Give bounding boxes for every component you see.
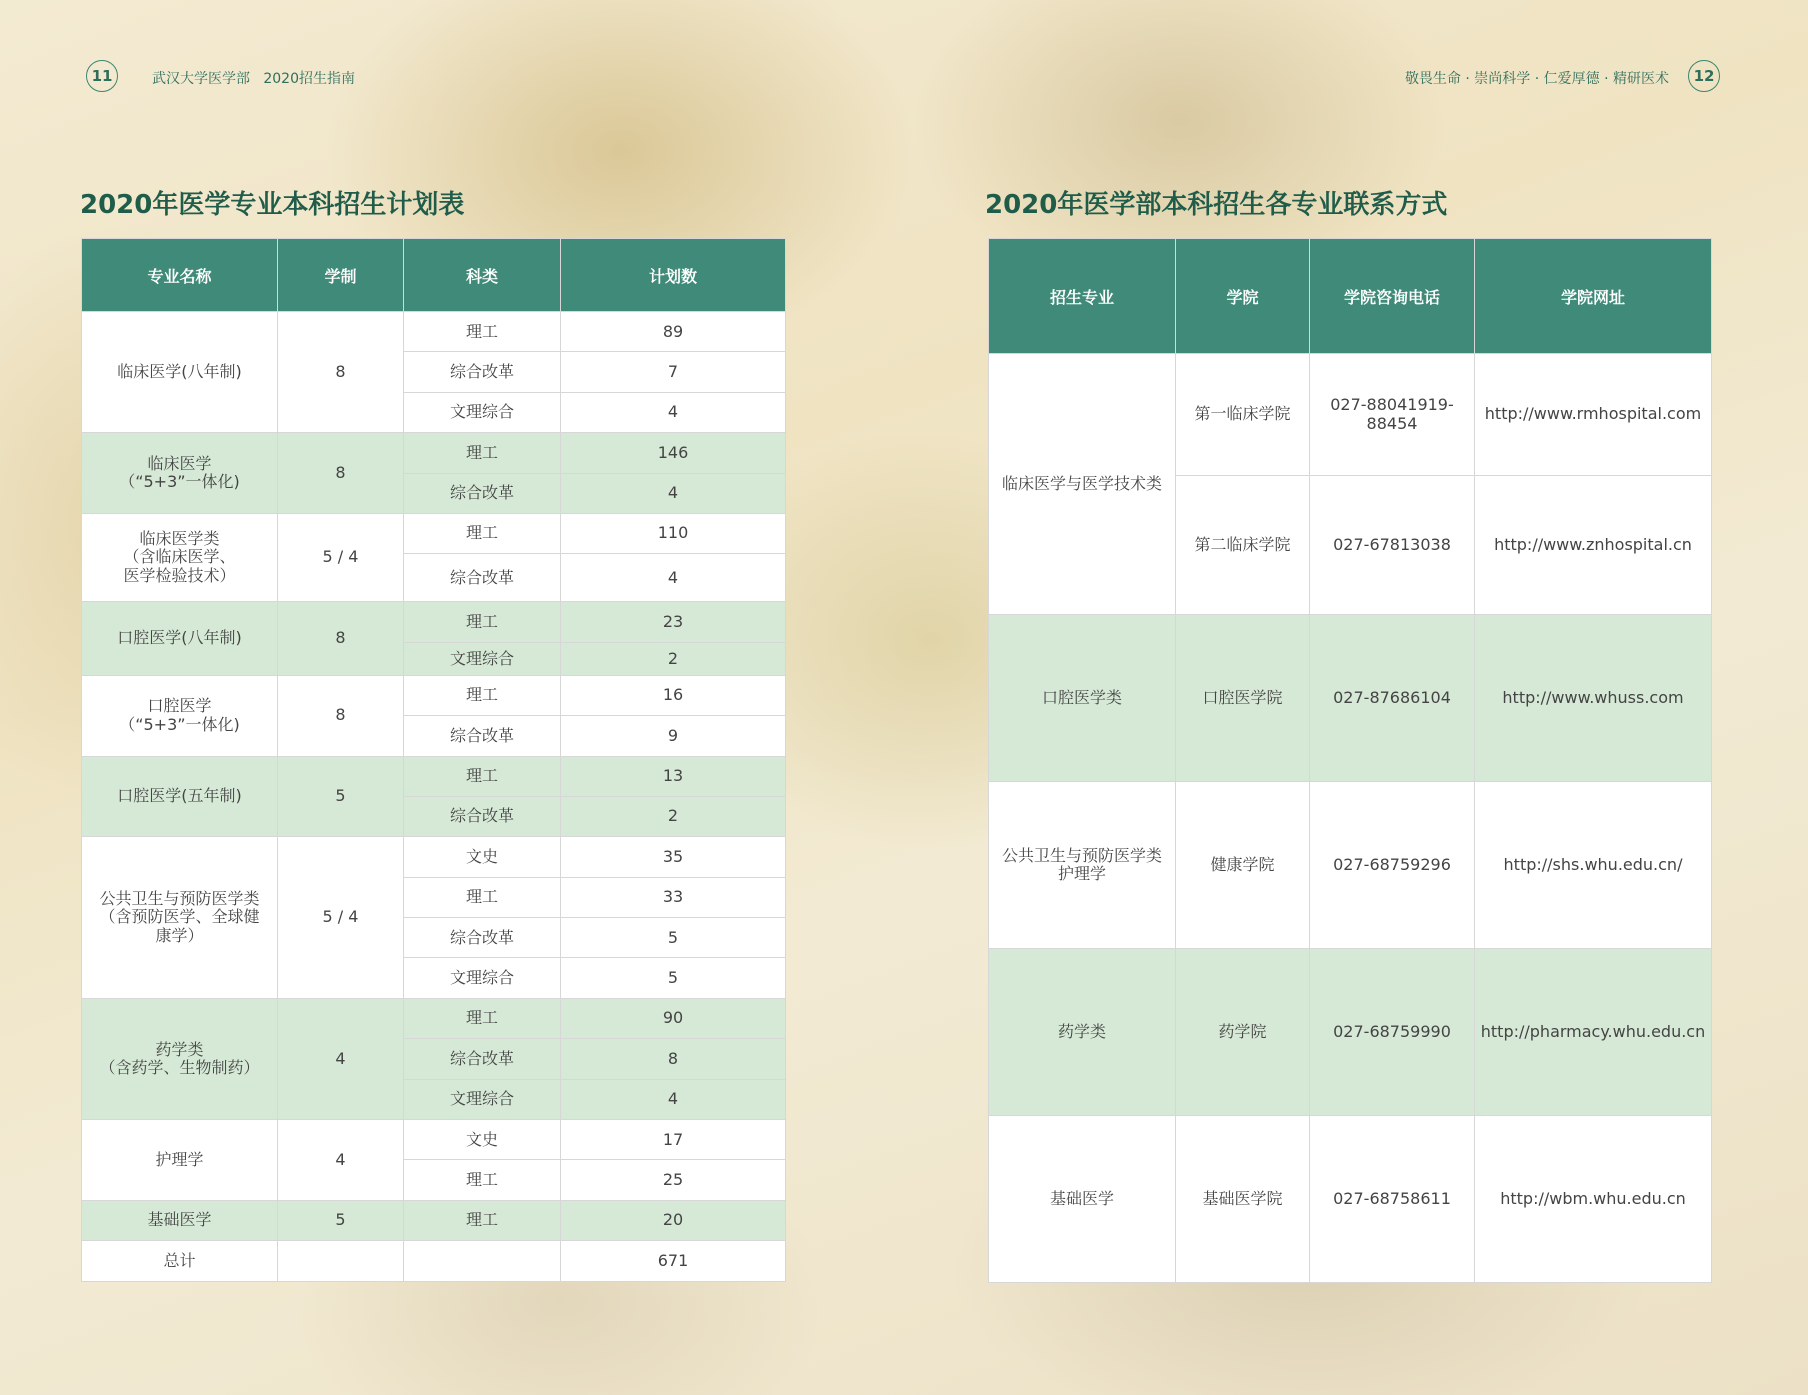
major-cell: 临床医学(八年制) [82, 312, 278, 433]
count-cell: 33 [561, 877, 786, 917]
subject-cell: 文史 [404, 1120, 561, 1160]
table-row [989, 782, 1712, 949]
running-header-left: 武汉大学医学部 2020招生指南 [152, 71, 355, 87]
count-cell: 2 [561, 642, 786, 675]
years-cell: 4 [278, 1120, 404, 1201]
subject-cell: 综合改革 [404, 796, 561, 836]
major-cell: 基础医学 [82, 1200, 278, 1240]
subject-cell: 理工 [404, 1200, 561, 1240]
subject-cell: 文理综合 [404, 392, 561, 432]
col-header-years: 学制 [278, 239, 404, 312]
count-cell: 35 [561, 837, 786, 877]
subject-cell: 综合改革 [404, 352, 561, 392]
years-cell: 4 [278, 998, 404, 1119]
website-link[interactable]: http://pharmacy.whu.edu.cn [1475, 949, 1712, 1116]
phone-cell: 027-68758611 [1310, 1116, 1475, 1283]
subject-cell: 综合改革 [404, 918, 561, 958]
major-cell: 临床医学与医学技术类 [989, 354, 1176, 615]
years-cell [278, 1241, 404, 1281]
count-cell: 2 [561, 796, 786, 836]
table-header-row [989, 239, 1712, 354]
years-cell: 5 [278, 756, 404, 837]
count-cell: 8 [561, 1039, 786, 1079]
table-row [989, 1116, 1712, 1283]
col-header-major: 招生专业 [989, 239, 1176, 354]
website-link[interactable]: http://www.whuss.com [1475, 615, 1712, 782]
major-cell: 公共卫生与预防医学类 护理学 [989, 782, 1176, 949]
table-row [82, 1120, 786, 1160]
count-cell: 110 [561, 513, 786, 553]
subject-cell: 文理综合 [404, 642, 561, 675]
major-cell: 口腔医学(五年制) [82, 756, 278, 837]
subject-cell: 综合改革 [404, 554, 561, 602]
total-label-cell: 总计 [82, 1241, 278, 1281]
years-cell: 8 [278, 675, 404, 756]
count-cell: 17 [561, 1120, 786, 1160]
subject-cell: 综合改革 [404, 716, 561, 756]
years-cell: 5 / 4 [278, 513, 404, 601]
table-row [989, 615, 1712, 782]
right-page-title: 2020年医学部本科招生各专业联系方式 [985, 190, 1448, 220]
subject-cell: 文史 [404, 837, 561, 877]
college-cell: 口腔医学院 [1176, 615, 1310, 782]
phone-cell: 027-87686104 [1310, 615, 1475, 782]
contact-table [988, 238, 1712, 1283]
years-cell: 8 [278, 602, 404, 675]
major-cell: 基础医学 [989, 1116, 1176, 1283]
col-header-college: 学院 [1176, 239, 1310, 354]
table-header-row [82, 239, 786, 312]
count-cell: 16 [561, 675, 786, 715]
count-cell: 5 [561, 958, 786, 998]
count-cell: 4 [561, 1079, 786, 1119]
table-row [82, 998, 786, 1038]
major-cell: 口腔医学(八年制) [82, 602, 278, 675]
table-row [989, 354, 1712, 476]
page-number-left: 11 [86, 60, 118, 92]
major-cell: 药学类 [989, 949, 1176, 1116]
years-cell: 5 / 4 [278, 837, 404, 999]
phone-cell: 027-88041919- 88454 [1310, 354, 1475, 476]
left-page-title: 2020年医学专业本科招生计划表 [80, 190, 465, 220]
subject-cell: 文理综合 [404, 1079, 561, 1119]
years-cell: 5 [278, 1200, 404, 1240]
subject-cell: 理工 [404, 1160, 561, 1200]
major-cell: 公共卫生与预防医学类 （含预防医学、全球健 康学） [82, 837, 278, 999]
count-cell: 4 [561, 392, 786, 432]
col-header-phone: 学院咨询电话 [1310, 239, 1475, 354]
major-cell: 护理学 [82, 1120, 278, 1201]
count-cell: 89 [561, 312, 786, 352]
col-header-count: 计划数 [561, 239, 786, 312]
major-cell: 临床医学类 （含临床医学、 医学检验技术） [82, 513, 278, 601]
count-cell: 4 [561, 554, 786, 602]
subject-cell: 理工 [404, 312, 561, 352]
college-cell: 基础医学院 [1176, 1116, 1310, 1283]
table-row-total [82, 1241, 786, 1281]
subject-cell: 综合改革 [404, 473, 561, 513]
college-cell: 药学院 [1176, 949, 1310, 1116]
years-cell: 8 [278, 433, 404, 514]
enrollment-plan-table [81, 238, 786, 1282]
count-cell: 25 [561, 1160, 786, 1200]
website-link[interactable]: http://wbm.whu.edu.cn [1475, 1116, 1712, 1283]
subject-cell: 理工 [404, 602, 561, 642]
running-header-right: 敬畏生命 · 崇尚科学 · 仁爱厚德 · 精研医术 [1404, 71, 1669, 87]
phone-cell: 027-67813038 [1310, 476, 1475, 615]
col-header-subject: 科类 [404, 239, 561, 312]
subject-cell: 理工 [404, 756, 561, 796]
table-row [82, 756, 786, 796]
total-count-cell: 671 [561, 1241, 786, 1281]
count-cell: 9 [561, 716, 786, 756]
subject-cell [404, 1241, 561, 1281]
major-cell: 口腔医学 （“5+3”一体化) [82, 675, 278, 756]
college-cell: 第一临床学院 [1176, 354, 1310, 476]
subject-cell: 理工 [404, 513, 561, 553]
website-link[interactable]: http://www.znhospital.cn [1475, 476, 1712, 615]
count-cell: 13 [561, 756, 786, 796]
subject-cell: 理工 [404, 877, 561, 917]
page-number-right: 12 [1688, 60, 1720, 92]
website-link[interactable]: http://www.rmhospital.com [1475, 354, 1712, 476]
subject-cell: 理工 [404, 433, 561, 473]
count-cell: 90 [561, 998, 786, 1038]
major-cell: 药学类 （含药学、生物制药） [82, 998, 278, 1119]
subject-cell: 综合改革 [404, 1039, 561, 1079]
table-row [82, 433, 786, 473]
major-cell: 口腔医学类 [989, 615, 1176, 782]
table-row [82, 1200, 786, 1240]
website-link[interactable]: http://shs.whu.edu.cn/ [1475, 782, 1712, 949]
table-row [82, 312, 786, 352]
table-row [82, 602, 786, 642]
col-header-major: 专业名称 [82, 239, 278, 312]
table-row [82, 675, 786, 715]
count-cell: 4 [561, 473, 786, 513]
count-cell: 7 [561, 352, 786, 392]
count-cell: 5 [561, 918, 786, 958]
subject-cell: 理工 [404, 998, 561, 1038]
col-header-website: 学院网址 [1475, 239, 1712, 354]
count-cell: 146 [561, 433, 786, 473]
subject-cell: 文理综合 [404, 958, 561, 998]
major-cell: 临床医学 （“5+3”一体化) [82, 433, 278, 514]
count-cell: 23 [561, 602, 786, 642]
table-row [82, 837, 786, 877]
table-row [82, 513, 786, 553]
count-cell: 20 [561, 1200, 786, 1240]
college-cell: 健康学院 [1176, 782, 1310, 949]
phone-cell: 027-68759990 [1310, 949, 1475, 1116]
college-cell: 第二临床学院 [1176, 476, 1310, 615]
subject-cell: 理工 [404, 675, 561, 715]
table-row [989, 949, 1712, 1116]
phone-cell: 027-68759296 [1310, 782, 1475, 949]
years-cell: 8 [278, 312, 404, 433]
